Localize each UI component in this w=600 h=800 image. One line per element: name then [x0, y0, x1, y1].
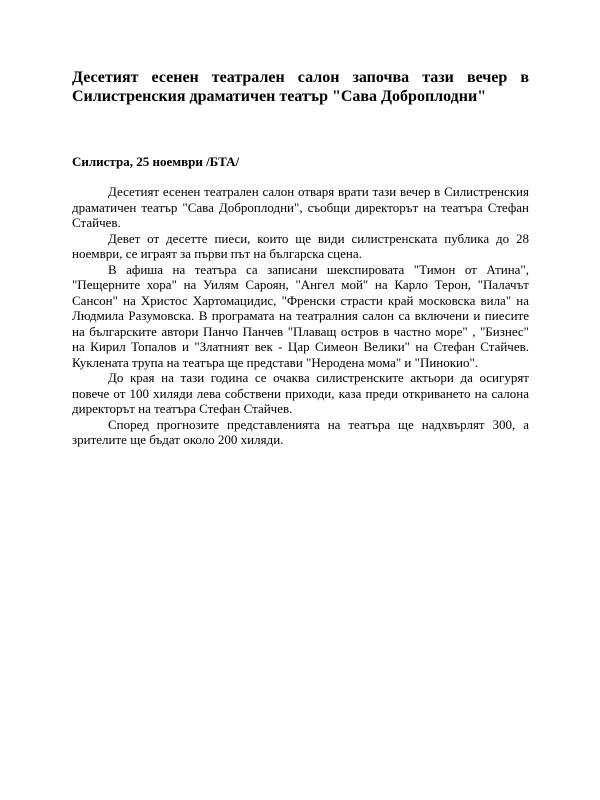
- article-paragraph: Десетият есенен театрален салон отваря врати тази вечер в Силистренския драматичен театър "Сава Доброплодни", съобщи директорът на театъра Стефан Стайчев.: [72, 184, 529, 230]
- article-headline: Десетият есенен театрален салон започва тази вечер в Силистренския драматичен театър "Сава Доброплодни": [72, 69, 529, 105]
- article-paragraph: До края на тази година се очаква силистренските актьори да осигурят повече от 100 хиляди лева собствени приходи, каза преди откриването на салона директорът на театъра Стефан Стайчев.: [72, 370, 529, 416]
- article-paragraph: В афиша на театъра са записани шекспировата "Тимон от Атина", "Пещерните хора" на Уилям Сароян, "Ангел мой" на Карло Терон, "Палачът Сансон" на Христос Хартомацидис, "Френски страсти край московска вила" на Людмила Разумовска. В програмата на театралния салон са включени и пиесите на българските автори Панчо Панчев "Плаващ остров в частно море" , "Бизнес" на Кирил Топалов и "Златният век - Цар Симеон Велики" на Стефан Стайчев. Куклената трупа на театъра ще представи "Неродена мома" и "Пинокио".: [72, 261, 529, 370]
- article-dateline: Силистра, 25 ноември /БТА/: [72, 154, 240, 169]
- article-paragraph: Девет от десетте пиеси, които ще види силистренската публика до 28 ноември, се играят за първи път на българска сцена.: [72, 230, 529, 261]
- article-body: [72, 184, 529, 448]
- document-page: [72, 68, 529, 448]
- article-paragraph: Според прогнозите представленията на театъра ще надхвърлят 300, а зрителите ще бъдат около 200 хиляди.: [72, 416, 529, 447]
